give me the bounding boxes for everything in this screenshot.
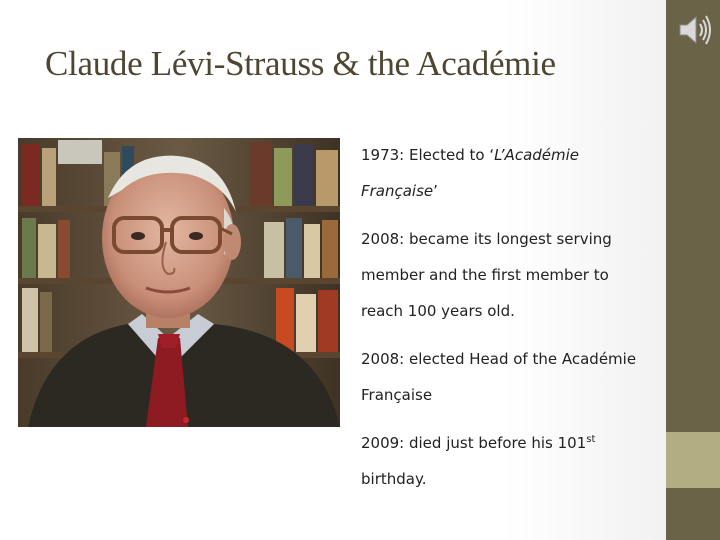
bullet-2009-sup: st <box>586 434 596 445</box>
bullet-1973-prefix: 1973: Elected to ‘ <box>361 146 495 164</box>
bullet-item-2009 <box>361 425 651 497</box>
bullet-item-1973 <box>361 137 651 209</box>
slide-title: Claude Lévi-Strauss & the Académie <box>45 44 556 83</box>
bullet-1973-italic: L’Académie Française <box>361 146 580 200</box>
side-accent-block <box>666 432 720 488</box>
bullet-item-2008-head: 2008: elected Head of the Académie Française <box>361 350 637 404</box>
bullet-2009-tail: birthday. <box>361 470 427 488</box>
bullet-list <box>361 137 651 509</box>
bullet-2009-text: 2009: died just before his 101 <box>361 434 587 452</box>
bullet-1973-suffix: ’ <box>433 182 438 200</box>
speaker-icon[interactable] <box>674 12 714 48</box>
bullet-item-2008-longest: 2008: became its longest serving member and the first member to reach 100 years old. <box>361 230 612 320</box>
portrait-photo <box>18 138 340 427</box>
